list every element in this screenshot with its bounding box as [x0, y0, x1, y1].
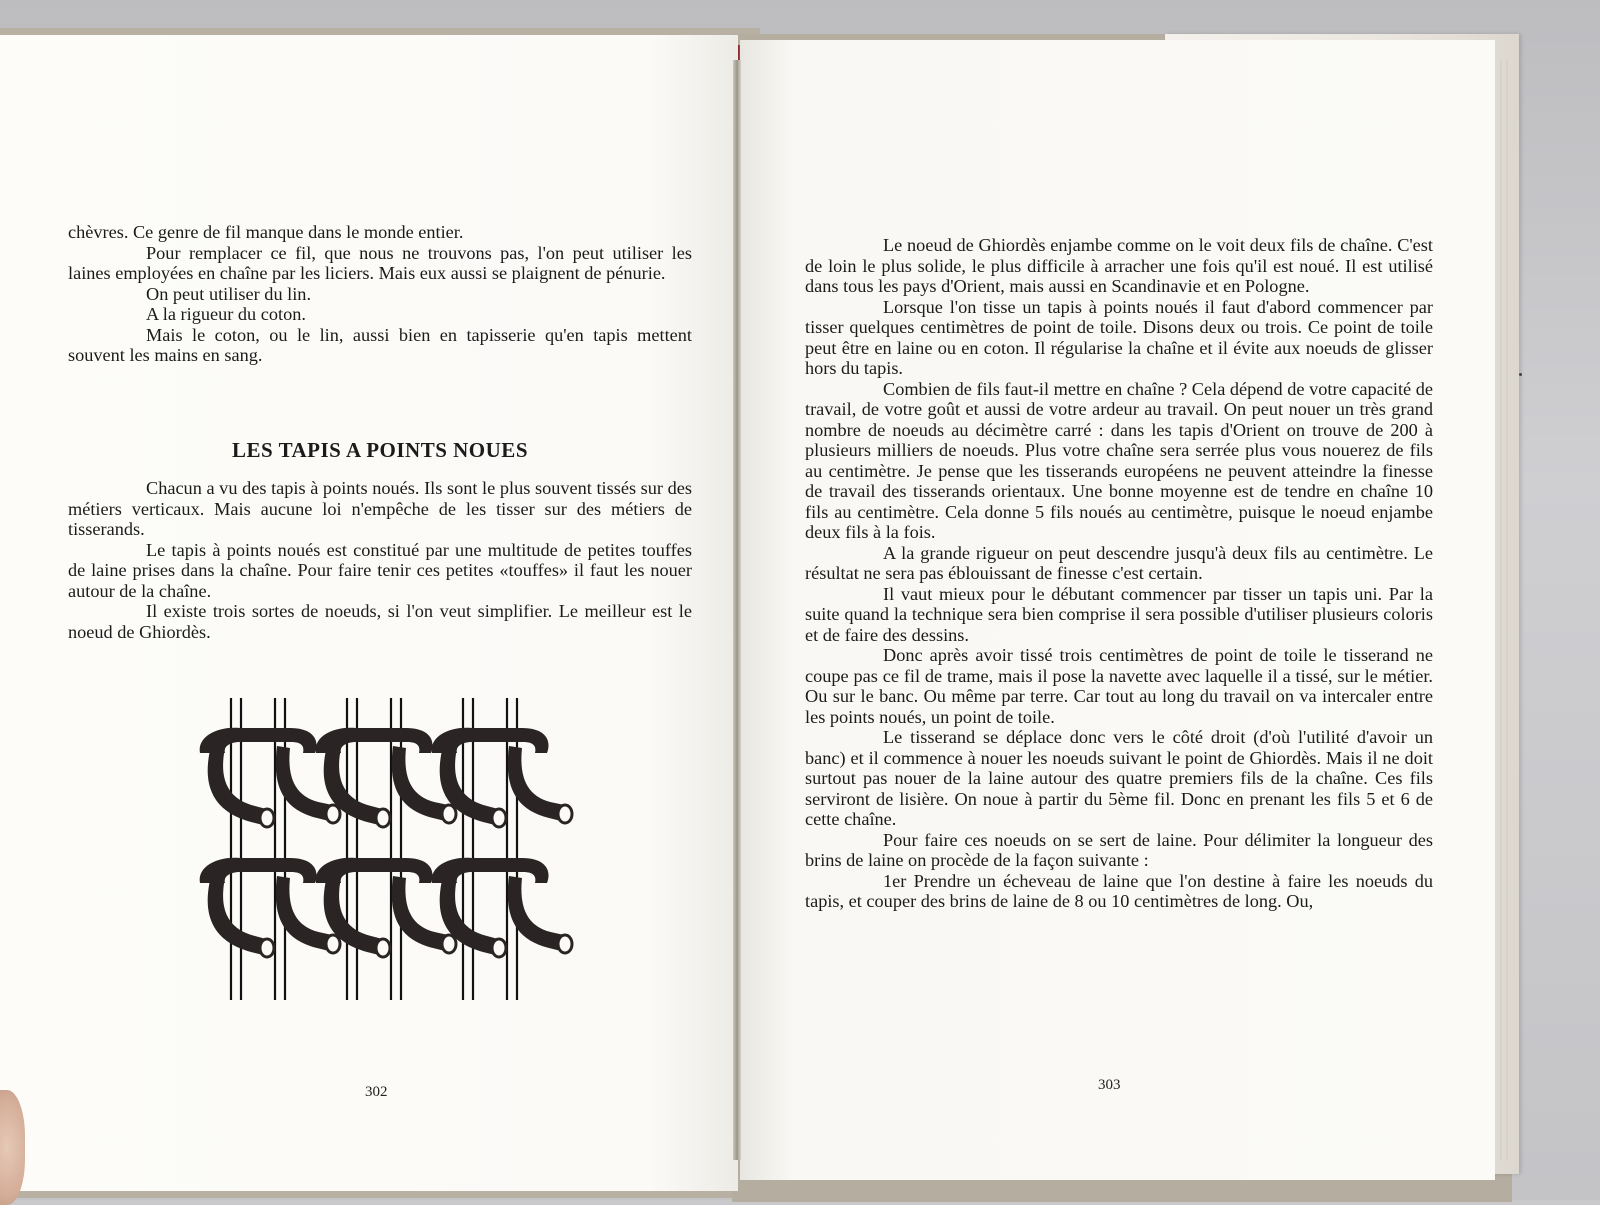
page-edge-line	[1500, 60, 1502, 1160]
paragraph: Lorsque l'on tisse un tapis à points noués il faut d'abord commencer par tisser quelques centimètres de point de toile. Disons deux ou trois. Ce point de toile peut être en laine ou en coton. Il régularise la chaîne et il évite aux noeuds de glisser hors du tapis.	[805, 296, 1433, 378]
paragraph: Il existe trois sortes de noeuds, si l'on veut simplifier. Le meilleur est le noeud de Ghiordès.	[68, 601, 692, 642]
paragraph: chèvres. Ce genre de fil manque dans le monde entier.	[68, 222, 464, 242]
ghiordes-knot-diagram-icon	[195, 698, 575, 1000]
paragraph: A la rigueur du coton.	[146, 304, 306, 324]
ink-dot	[1519, 373, 1522, 376]
paragraph: Il vaut mieux pour le débutant commencer par tisser un tapis uni. Par la suite quand la technique sera bien comprise il sera possible d'utiliser plusieurs coloris et de faire des dessins.	[805, 583, 1433, 645]
left-text-after	[68, 478, 692, 642]
paragraph: Pour faire ces noeuds on se sert de laine. Pour délimiter la longueur des brins de laine on procède de la façon suivante :	[805, 829, 1433, 870]
book-gutter	[733, 60, 741, 1160]
paragraph: On peut utiliser du lin.	[146, 283, 312, 304]
paragraph: Chacun a vu des tapis à points noués. Ils sont le plus souvent tissés sur des métiers verticaux. Mais aucune loi n'empêche de les tisser sur des métiers de tisserands.	[68, 478, 692, 539]
right-text	[805, 235, 1433, 912]
page-edge-line	[1506, 60, 1508, 1160]
paragraph: 1er Prendre un écheveau de laine que l'on destine à faire les noeuds du tapis, et couper des brins de laine de 8 ou 10 centimètres de long. Ou,	[805, 870, 1433, 911]
page-number: 303	[1098, 1077, 1121, 1093]
paragraph: Combien de fils faut-il mettre en chaîne ? Cela dépend de votre capacité de travail, de votre goût et aussi de votre ardeur au travail. On peut nouer un très grand nombre de noeuds au décimètre carré : dans les tapis d'Orient on trouve de 200 à plusieurs milliers de noeuds. Plus votre chaîne sera serrée plus vous nouerez de fils au centimètre. Je pense que les tisserands européens ne peuvent atteindre la finesse de travail des tisserands orientaux. Une bonne moyenne est de tendre en chaîne 10 fils au centimètre. Cela donne 5 fils noués au centimètre, puisque le noeud enjambe deux fils à la fois.	[805, 378, 1433, 542]
paragraph: Mais le coton, ou le lin, aussi bien en tapisserie qu'en tapis mettent souvent les mains en sang.	[68, 324, 692, 365]
paragraph: Le tapis à points noués est constitué par une multitude de petites touffes de laine prises dans la chaîne. Pour faire tenir ces petites «touffes» il faut les nouer autour de la chaîne.	[68, 539, 692, 601]
paragraph: Le noeud de Ghiordès enjambe comme on le voit deux fils de chaîne. C'est de loin le plus solide, le plus difficile à arracher une fois qu'il est noué. Il est utilisé dans tous les pays d'Orient, mais aussi en Scandinavie et en Pologne.	[805, 235, 1433, 296]
paragraph: Le tisserand se déplace donc vers le côté droit (d'où l'utilité d'avoir un banc) et il commence à nouer les noeuds suivant le point de Ghiordès. Mais il ne doit surtout pas nouer de la laine autour des quatre premiers fils de la chaîne. Ces fils serviront de lisière. On noue à partir du 5ème fil. Donc en prenant les fils 5 et 6 de cette chaîne.	[805, 727, 1433, 829]
paragraph: Donc après avoir tissé trois centimètres de point de toile le tisserand ne coupe pas ce fil de trame, mais il pose la navette avec laquelle il a tissé, sur le métier. Ou sur le banc. Ou même par terre. Car tout au long du travail on va intercaler entre les points noués, un point de toile.	[805, 645, 1433, 727]
section-heading: LES TAPIS A POINTS NOUES	[232, 438, 528, 462]
page-number: 302	[365, 1084, 388, 1100]
left-text-before	[68, 222, 692, 366]
paragraph: Pour remplacer ce fil, que nous ne trouvons pas, l'on peut utiliser les laines employées en chaîne par les liciers. Mais eux aussi se plaignent de pénurie.	[68, 242, 692, 283]
paragraph: A la grande rigueur on peut descendre jusqu'à deux fils au centimètre. Le résultat ne sera pas éblouissant de finesse c'est certain.	[805, 542, 1433, 583]
